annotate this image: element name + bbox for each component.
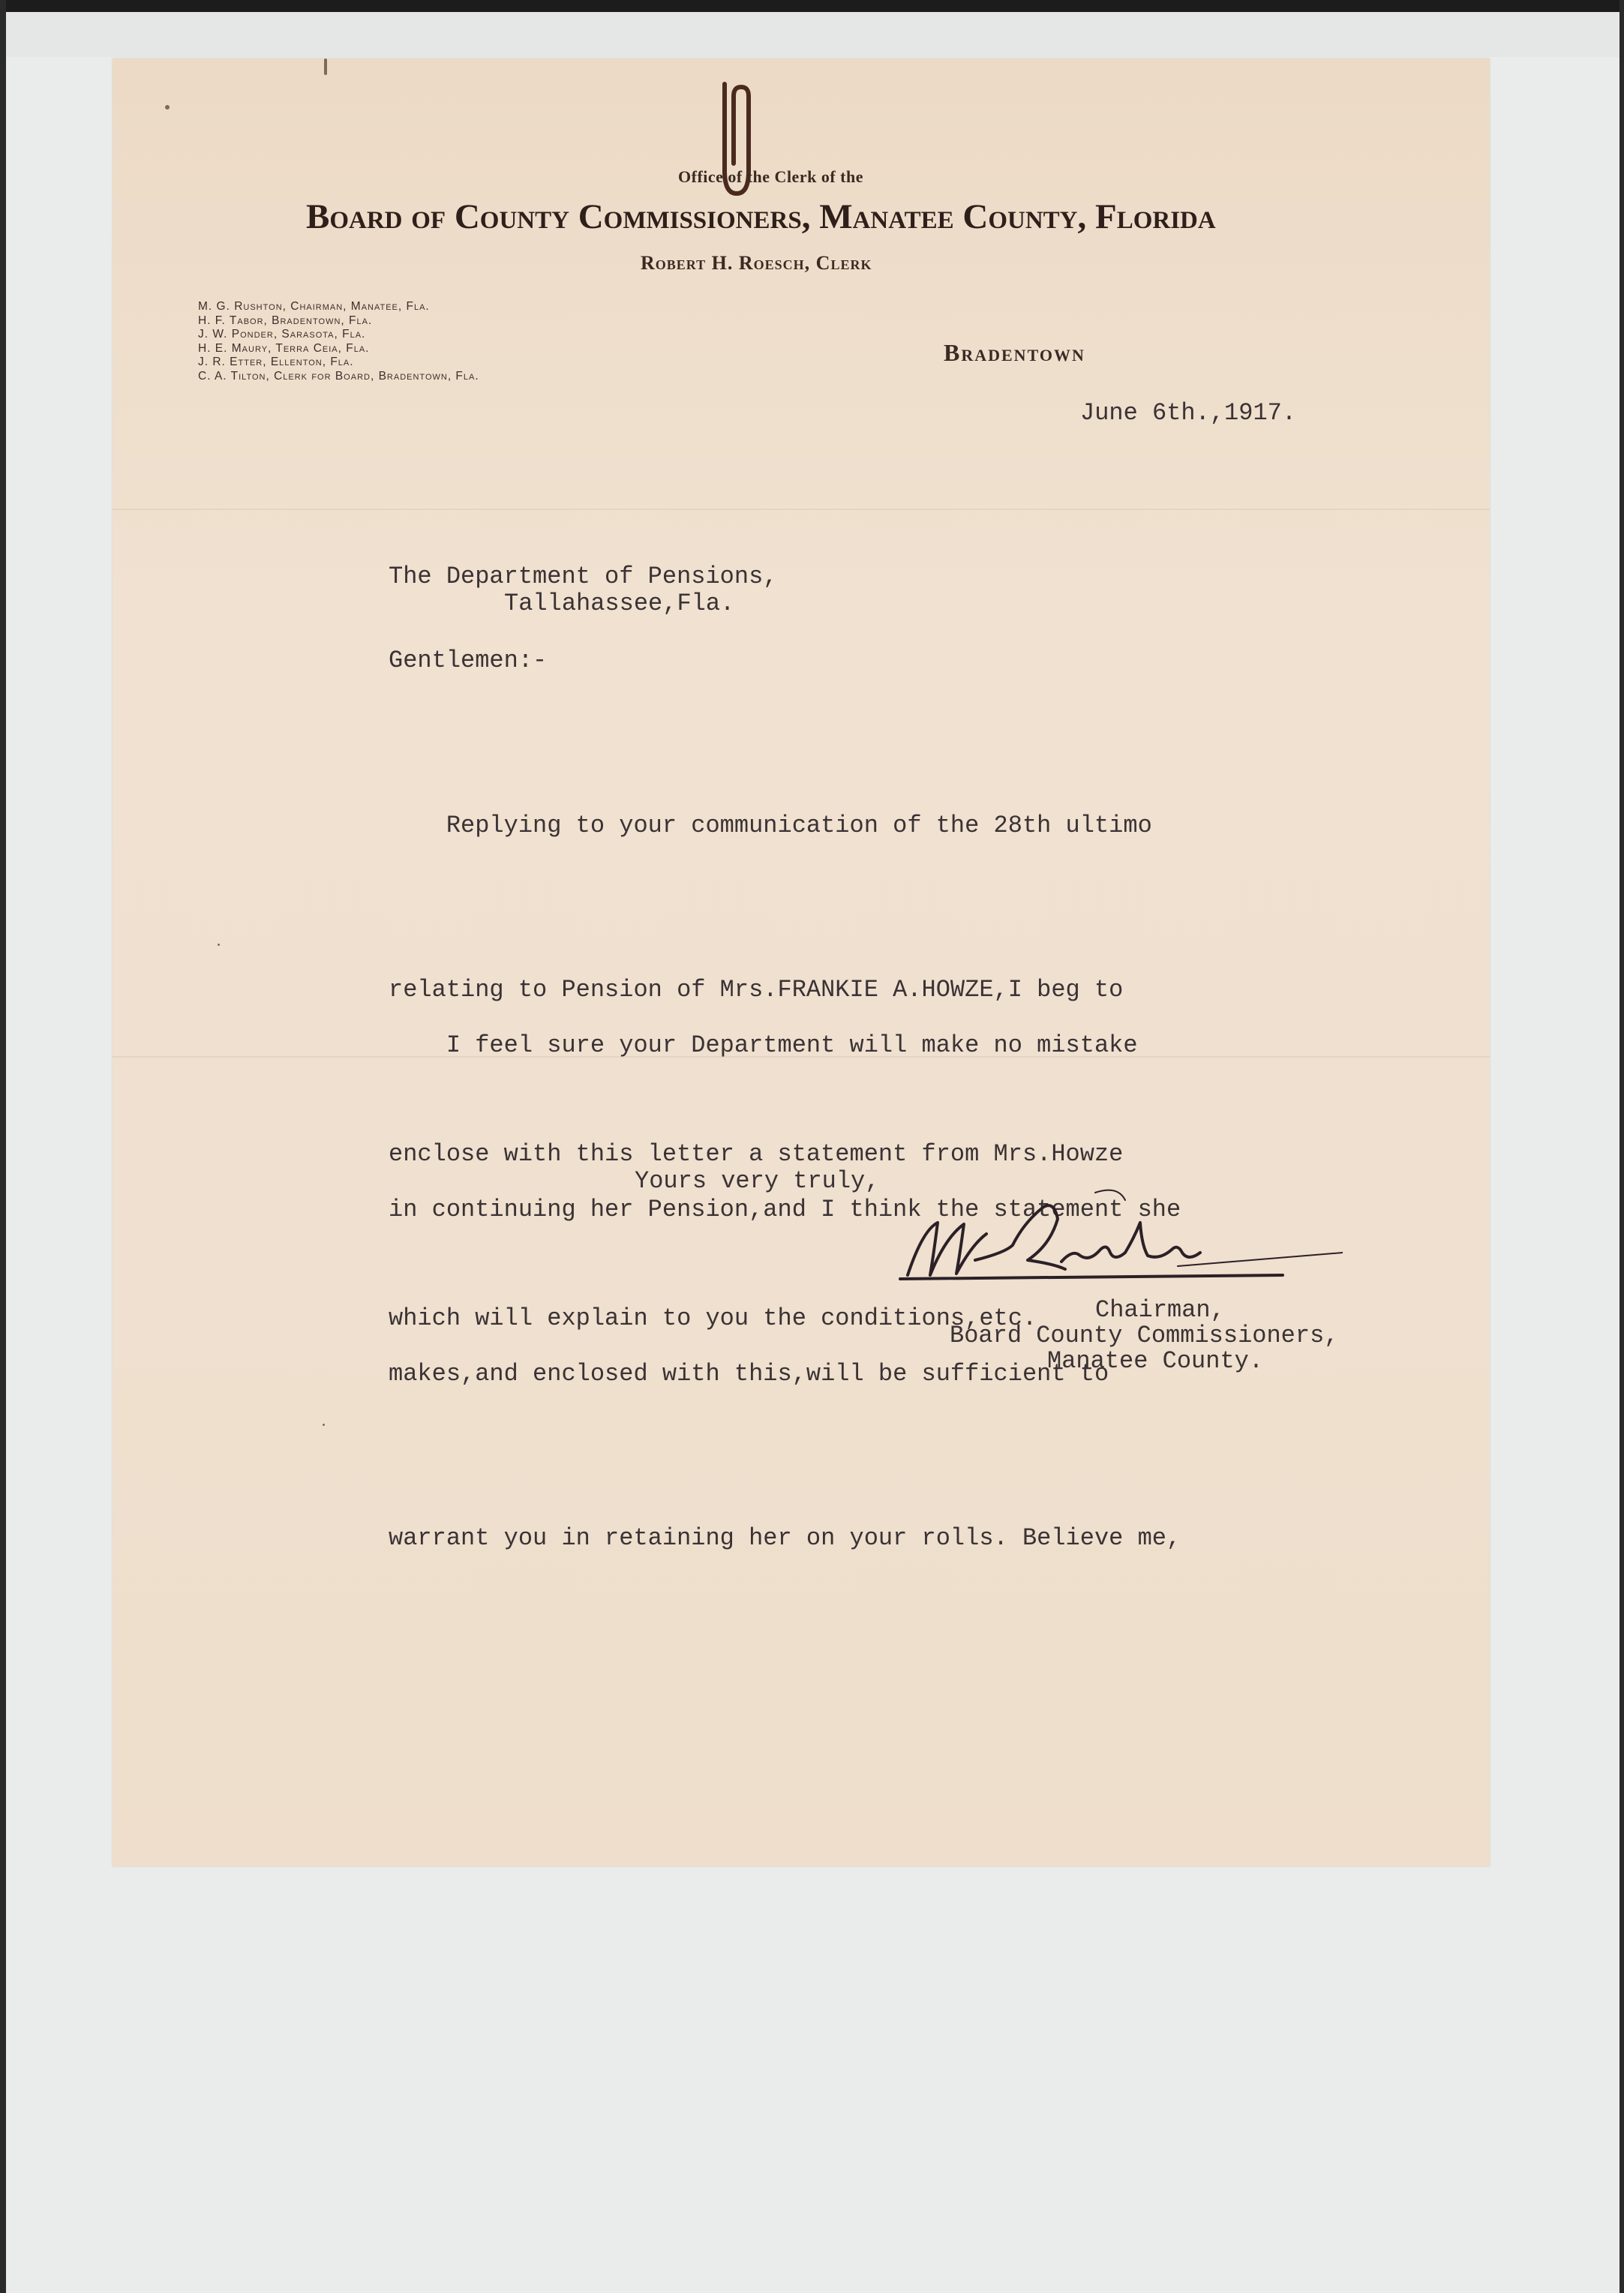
letterhead-office-line: Office of the Clerk of the (678, 167, 863, 186)
letter-date: June 6th.,1917. (1080, 399, 1297, 427)
recipient-line-2: Tallahassee,Fla. (504, 590, 735, 617)
scanner-frame-left (0, 0, 6, 2293)
scanner-frame-right (1619, 0, 1624, 2293)
letterhead-clerk-line: Robert H. Roesch, Clerk (641, 252, 872, 274)
scanner-background (6, 12, 1619, 57)
letterhead-place: Bradentown (944, 339, 1085, 366)
board-member: H. E. Maury, Terra Ceia, Fla. (198, 341, 370, 355)
board-member: J. R. Etter, Ellenton, Fla. (198, 356, 354, 368)
recipient-line-1: The Department of Pensions, (389, 563, 778, 590)
body-line: relating to Pension of Mrs.FRANKIE A.HOWZE,I beg to (389, 976, 1124, 1004)
board-members-list (198, 300, 479, 383)
scanner-frame-top (0, 0, 1624, 12)
body-line: which will explain to you the conditions,etc. (389, 1304, 1037, 1332)
body-line: Replying to your communication of the 28th ultimo (389, 812, 1152, 839)
body-line: warrant you in retaining her on your rolls. Believe me, (389, 1524, 1181, 1552)
body-line: in continuing her Pension,and I think the statement she (389, 1196, 1181, 1223)
signatory-organization: Board County Commissioners, (950, 1322, 1339, 1349)
paper-speck (324, 59, 327, 75)
paper-fold (113, 509, 1490, 510)
salutation: Gentlemen:- (389, 647, 548, 674)
paper-speck (165, 105, 170, 110)
board-member: M. G. Rushton, Chairman, Manatee, Fla. (198, 300, 430, 313)
board-member: J. W. Ponder, Sarasota, Fla. (198, 328, 366, 341)
board-member: C. A. Tilton, Clerk for Board, Bradentown, Fla. (198, 369, 479, 383)
paper-speck (323, 1424, 325, 1426)
signatory-title: Chairman, (1095, 1296, 1225, 1324)
closing: Yours very truly, (635, 1167, 880, 1195)
body-line: enclose with this letter a statement from Mrs.Howze (389, 1140, 1124, 1168)
body-line: I feel sure your Department will make no mistake (389, 1031, 1138, 1059)
body-line: makes,and enclosed with this,will be sufficient to (389, 1360, 1109, 1388)
signatory-county: Manatee County. (1047, 1347, 1264, 1375)
letterhead-board-title: Board of County Commissioners, Manatee County, Florida (306, 197, 1216, 236)
board-member: H. F. Tabor, Bradentown, Fla. (198, 314, 373, 327)
handwritten-signature (893, 1178, 1343, 1298)
paper-speck (218, 944, 220, 946)
